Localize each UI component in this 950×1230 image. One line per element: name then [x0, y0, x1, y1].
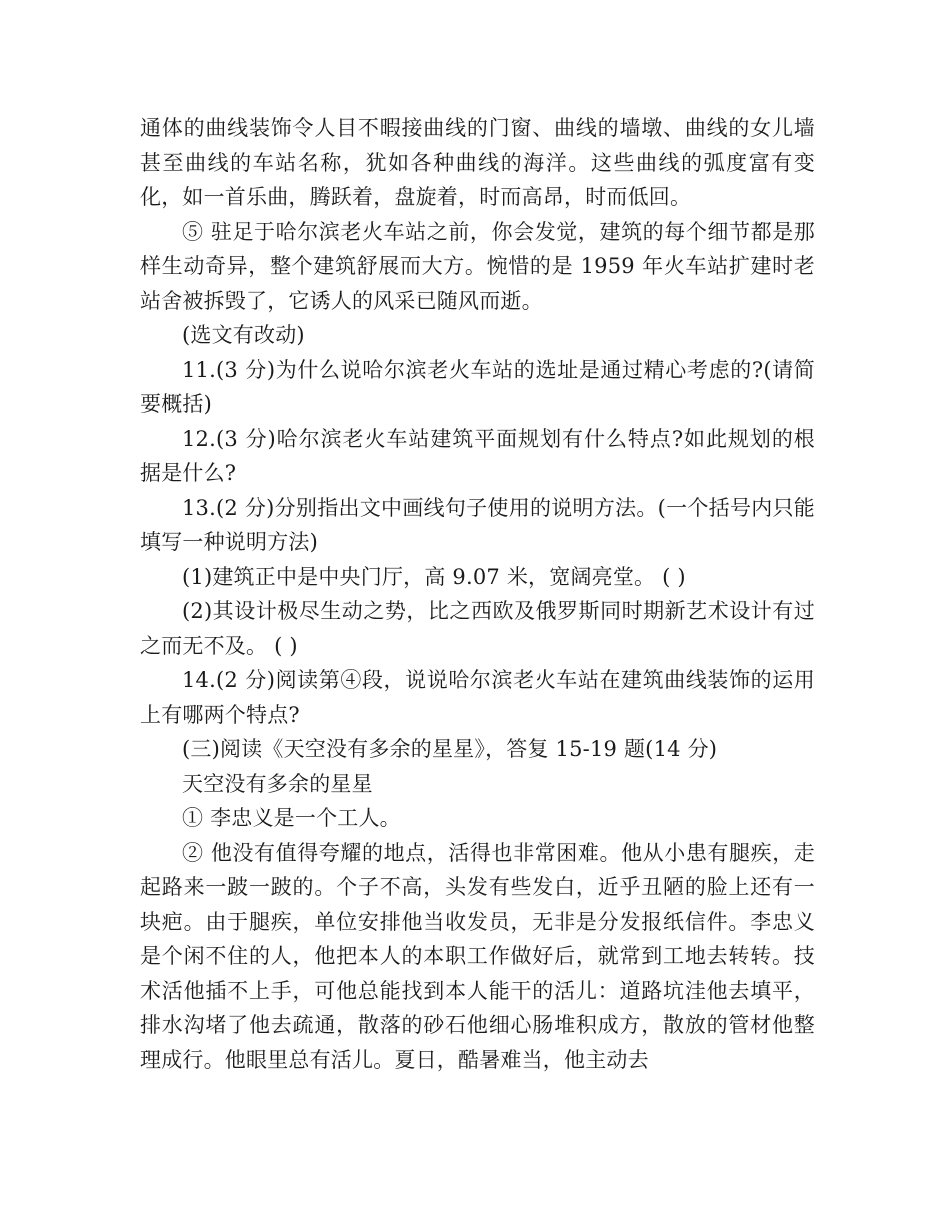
question-14: 14.(2 分)阅读第④段，说说哈尔滨老火车站在建筑曲线装饰的运用上有哪两个特点? — [140, 668, 815, 727]
story-paragraph-1: ① 李忠义是一个工人。 — [182, 806, 401, 830]
paragraph-5: ⑤ 驻足于哈尔滨老火车站之前，你会发觉，建筑的每个细节都是那样生动奇异，整个建筑舒展而大方。惋惜的是 1959 年火车站扩建时老站舍被拆毁了，它诱人的风采已随风而逝。 — [140, 219, 815, 313]
section-3-heading: (三)阅读《天空没有多余的星星》，答复 15-19 题(14 分) — [182, 737, 718, 761]
question-13-part-2: (2)其设计极尽生动之势，比之西欧及俄罗斯同时期新艺术设计有过之而无不及。 ( ) — [140, 599, 815, 658]
body-text — [140, 111, 815, 1077]
paragraph-curve-decoration: 通体的曲线装饰令人目不暇接曲线的门窗、曲线的墙墩、曲线的女儿墙甚至曲线的车站名称，犹如各种曲线的海洋。这些曲线的弧度富有变化，如一首乐曲，腾跃着，盘旋着，时而高昂，时而低回。 — [140, 116, 815, 209]
question-13-part-1: (1)建筑正中是中央门厅，高 9.07 米，宽阔亮堂。 ( ) — [182, 564, 686, 589]
question-12: 12.(3 分)哈尔滨老火车站建筑平面规划有什么特点?如此规划的根据是什么? — [140, 426, 815, 485]
question-13: 13.(2 分)分别指出文中画线句子使用的说明方法。(一个括号内只能填写一种说明方法) — [140, 495, 815, 554]
story-title: 天空没有多余的星星 — [182, 771, 373, 796]
story-paragraph-2: ② 他没有值得夸耀的地点，活得也非常困难。他从小患有腿疾，走起路来一跛一跛的。个子不高，头发有些发白，近乎丑陋的脸上还有一块疤。由于腿疾，单位安排他当收发员，无非是分发报纸信件。李忠义是个闲不住的人，他把本人的本职工作做好后，就常到工地去转转。技术活他插不上手，可他总能找到本人能干的活儿：道路坑洼他去填平，排水沟堵了他去疏通，散落的砂石他细心肠堆积成方，散放的管材他整理成行。他眼里总有活儿。夏日，酷暑难当，他主动去 — [140, 840, 815, 1072]
question-11: 11.(3 分)为什么说哈尔滨老火车站的选址是通过精心考虑的?(请简要概括) — [140, 357, 815, 416]
source-note: (选文有改动) — [182, 323, 305, 347]
